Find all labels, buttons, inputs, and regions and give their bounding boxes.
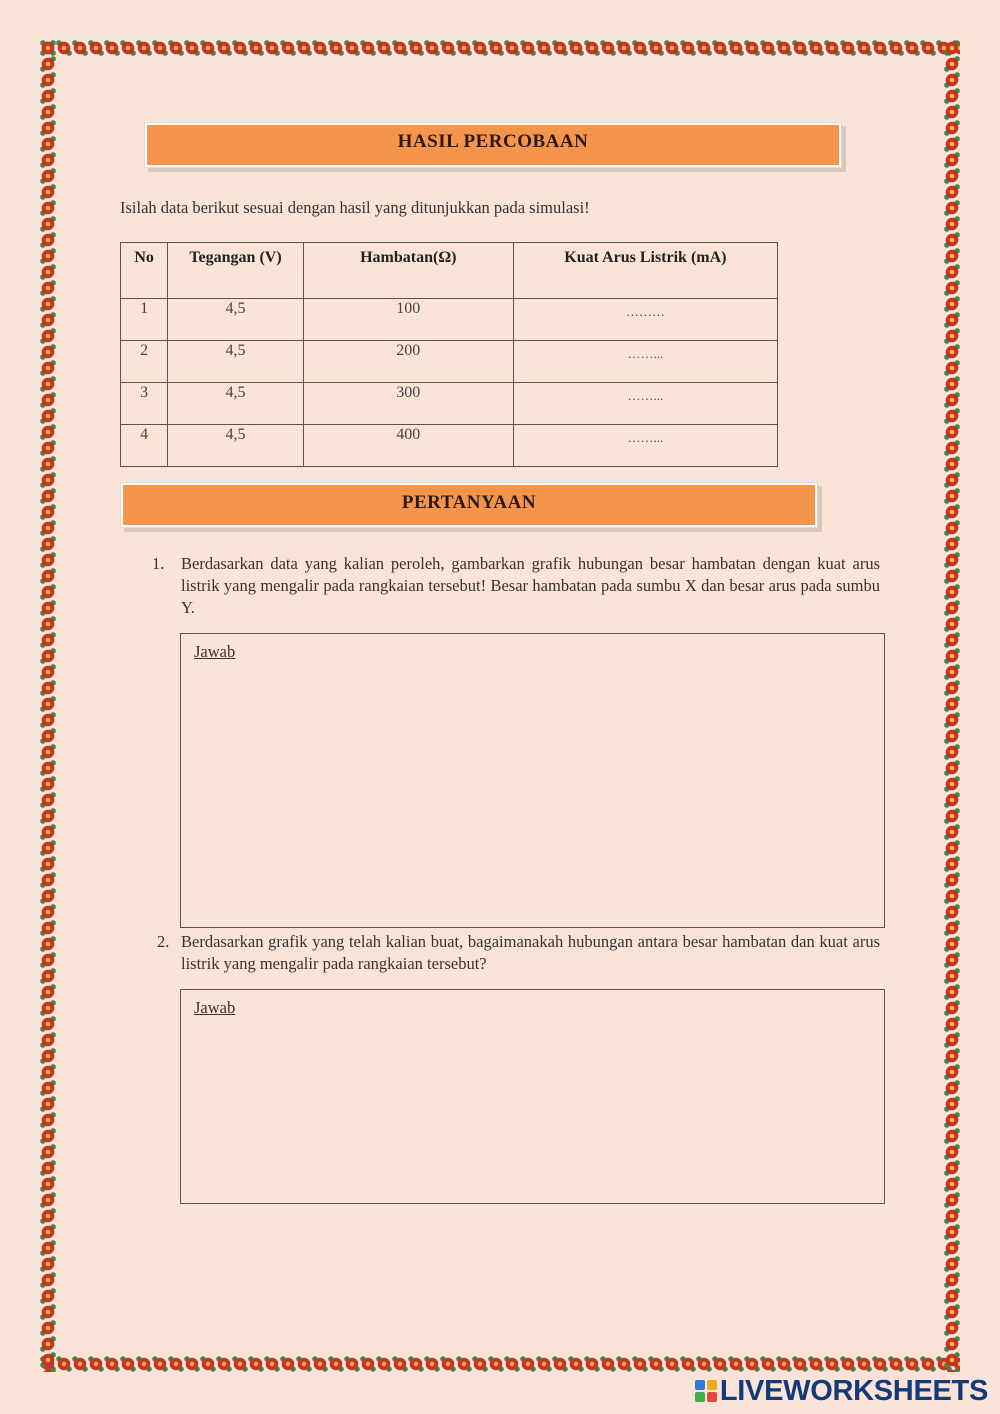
cell-resistance: 200 (303, 341, 513, 383)
results-table (120, 242, 778, 467)
cell-voltage: 4,5 (168, 383, 304, 425)
question-text: Berdasarkan grafik yang telah kalian buat, bagaimanakah hubungan antara besar hambatan dan kuat arus listrik yang mengalir pada rangkaian tersebut? (181, 932, 880, 973)
answer-label: Jawab (194, 642, 236, 661)
question-1 (152, 553, 880, 619)
cell-voltage: 4,5 (168, 299, 304, 341)
cell-no: 2 (121, 341, 168, 383)
logo-icon (695, 1380, 717, 1402)
answer-box-2[interactable] (180, 989, 885, 1204)
header-current: Kuat Arus Listrik (mA) (513, 243, 777, 299)
cell-no: 4 (121, 425, 168, 467)
table-row (121, 425, 778, 467)
question-text: Berdasarkan data yang kalian peroleh, gambarkan grafik hubungan besar hambatan dengan kuat arus listrik yang mengalir pada rangkaian tersebut! Besar hambatan pada sumbu X dan besar arus pada sumbu Y. (181, 554, 880, 617)
logo-square (707, 1380, 717, 1390)
instruction-text: Isilah data berikut sesuai dengan hasil yang ditunjukkan pada simulasi! (120, 198, 590, 217)
question-number: 1. (152, 554, 165, 573)
answer-box-1[interactable] (180, 633, 885, 928)
header-no: No (121, 243, 168, 299)
cell-voltage: 4,5 (168, 425, 304, 467)
border-right (944, 40, 960, 1372)
border-top (40, 40, 960, 56)
cell-current-input[interactable]: ……... (513, 383, 777, 425)
logo-square (695, 1380, 705, 1390)
question-number: 2. (157, 932, 170, 951)
logo-text: LIVEWORKSHEETS (719, 1374, 988, 1407)
results-title: HASIL PERCOBAAN (144, 122, 842, 168)
table-row (121, 299, 778, 341)
border-left (40, 40, 56, 1372)
table-row (121, 341, 778, 383)
cell-current-input[interactable]: ……... (513, 341, 777, 383)
border-bottom (40, 1356, 960, 1372)
cell-no: 3 (121, 383, 168, 425)
header-resistance: Hambatan(Ω) (303, 243, 513, 299)
cell-current-input[interactable]: ……… (513, 299, 777, 341)
table-header-row (121, 243, 778, 299)
logo-square (707, 1392, 717, 1402)
cell-resistance: 100 (303, 299, 513, 341)
cell-resistance: 300 (303, 383, 513, 425)
logo-square (695, 1392, 705, 1402)
cell-no: 1 (121, 299, 168, 341)
questions-title: PERTANYAAN (120, 482, 818, 528)
header-voltage: Tegangan (V) (168, 243, 304, 299)
table-row (121, 383, 778, 425)
answer-label: Jawab (194, 998, 236, 1017)
cell-resistance: 400 (303, 425, 513, 467)
liveworksheets-logo (695, 1374, 988, 1408)
cell-current-input[interactable]: ……... (513, 425, 777, 467)
cell-voltage: 4,5 (168, 341, 304, 383)
question-2 (157, 931, 880, 975)
